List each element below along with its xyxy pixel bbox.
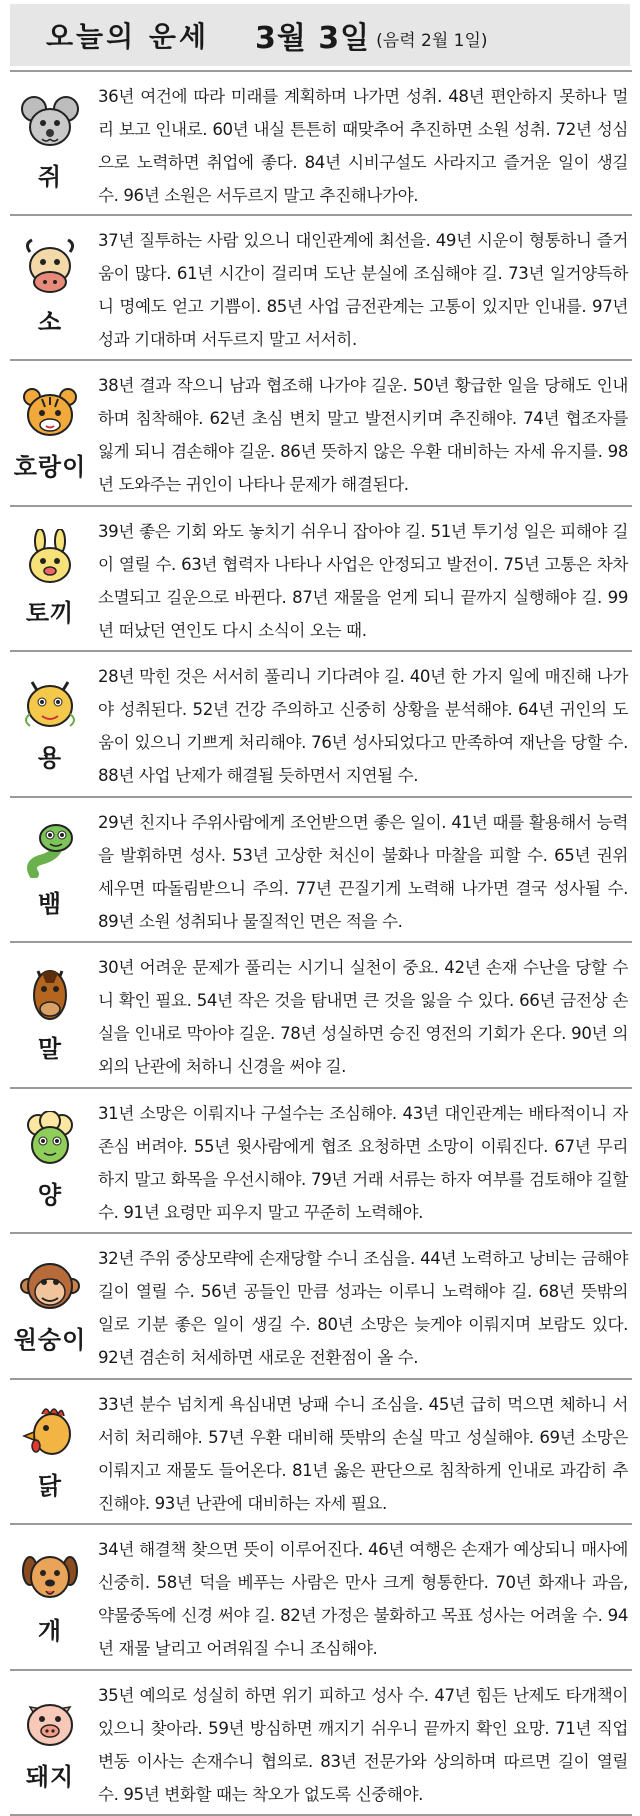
rabbit-icon (20, 529, 80, 587)
ox-icon (20, 238, 80, 296)
fortune-text: 37년 질투하는 사람 있으니 대인관계에 최선을. 49년 시운이 형통하니 즐거움이 많다. 61년 시간이 걸리며 도난 분실에 조심해야 길. 73년 일거양득하니 명예도 얻고 기쁨이. 85년 사업 금전관계는 고통이 있지만 인내를. 97년 성과 기대하며 서두르지 말고 서서히. (90, 216, 632, 360)
dog-icon (20, 1547, 80, 1605)
lunar-date-label: (음력 2월 1일) (376, 26, 487, 51)
fortune-text: 35년 예의로 성실히 하면 위기 피하고 성사 수. 47년 힘든 난제도 타개책이 있으니 찾아라. 59년 방심하면 깨지기 쉬우니 끝까지 확인 요망. 71년 직업변동 이사는 손재수니 협의로. 83년 전문가와 상의하며 따르면 길이 열릴 수. 95년 변화할 때는 착오가 없도록 신중해야. (90, 1671, 632, 1815)
fortune-row-sheep (10, 1089, 632, 1235)
page-title: 오늘의 운세 (46, 15, 209, 55)
animal-column (10, 1525, 90, 1669)
fortune-text: 32년 주위 중상모략에 손재당할 수니 조심을. 44년 노력하고 낭비는 금해야 길이 열릴 수. 56년 공들인 만큼 성과는 이루니 노력해야 길. 68년 뜻밖의 일로 기분 좋은 일이 생길 수. 80년 소망은 늦게야 이뤄지며 보람도 있다. 92년 겸손히 처세하면 새로운 전환점이 올 수. (90, 1234, 632, 1378)
animal-name: 쥐 (38, 157, 62, 192)
animal-name: 토끼 (26, 593, 74, 628)
fortune-row-pig (10, 1671, 632, 1816)
animal-name: 닭 (38, 1466, 62, 1501)
fortune-text: 36년 여건에 따라 미래를 계획하며 나가면 성취. 48년 편안하지 못하나 멀리 보고 인내로. 60년 내실 튼튼히 때맞추어 추진하면 소원 성취. 72년 성심으로 노력하면 취업에 좋다. 84년 시비구설도 사라지고 즐거운 일이 생길 수. 96년 소원은 서두르지 말고 추진해나가야. (90, 72, 632, 214)
fortune-row-dog (10, 1525, 632, 1671)
animal-column (10, 943, 90, 1087)
fortune-row-tiger (10, 361, 632, 507)
fortune-text: 39년 좋은 기회 와도 놓치기 쉬우니 잡아야 길. 51년 투기성 일은 피해야 길이 열릴 수. 63년 협력자 나타나 사업은 안정되고 발전이. 75년 고통은 차차 소멸되고 길운으로 바뀐다. 87년 재물을 얻게 되니 끝까지 실행해야 길. 99년 떠났던 연인도 다시 소식이 오는 때. (90, 507, 632, 651)
fortune-row-rooster (10, 1380, 632, 1526)
sheep-icon (20, 1111, 80, 1169)
animal-name: 원숭이 (14, 1320, 87, 1355)
pig-icon (20, 1693, 80, 1751)
snake-icon (20, 820, 80, 878)
fortune-text: 30년 어려운 문제가 풀리는 시기니 실천이 중요. 42년 손재 수난을 당할 수니 확인 필요. 54년 작은 것을 탐내면 큰 것을 잃을 수 있다. 66년 금전상 손실을 인내로 막아야 길운. 78년 성실하면 승진 영전의 기회가 온다. 90년 의외의 난관에 처하니 신경을 써야 길. (90, 943, 632, 1087)
animal-name: 호랑이 (14, 447, 87, 482)
fortune-text: 31년 소망은 이뤄지나 구설수는 조심해야. 43년 대인관계는 배타적이니 자존심 버려야. 55년 윗사람에게 협조 요청하면 소망이 이뤄진다. 67년 무리하지 말고 화목을 우선시해야. 79년 거래 서류는 하자 여부를 검토해야 길할 수. 91년 요령만 피우지 말고 꾸준히 노력해야. (90, 1089, 632, 1233)
animal-column (10, 507, 90, 651)
fortune-row-monkey (10, 1234, 632, 1380)
fortune-row-rabbit (10, 507, 632, 653)
animal-name: 용 (38, 738, 62, 773)
fortune-row-ox (10, 216, 632, 362)
animal-name: 뱀 (38, 884, 62, 919)
animal-column (10, 652, 90, 796)
rat-icon (20, 93, 80, 151)
dragon-icon (20, 674, 80, 732)
fortune-text: 38년 결과 작으니 남과 협조해 나가야 길운. 50년 황급한 일을 당해도 인내하며 침착해야. 62년 초심 변치 말고 발전시키며 추진해야. 74년 협조자를 잃게 되니 겸손해야 길운. 86년 뜻하지 않은 우환 대비하는 자세 유지를. 98년 도와주는 귀인이 나타나 문제가 해결된다. (90, 361, 632, 505)
fortune-text: 34년 해결책 찾으면 뜻이 이루어진다. 46년 여행은 손재가 예상되니 매사에 신중히. 58년 덕을 베푸는 사람은 만사 크게 형통한다. 70년 화재나 과음, 약물중독에 신경 써야 길. 82년 가정은 불화하고 목표 성사는 어려울 수. 94년 재물 날리고 어려워질 수니 조심해야. (90, 1525, 632, 1669)
horse-icon (20, 965, 80, 1023)
fortune-row-rat (10, 70, 632, 216)
animal-column (10, 1234, 90, 1378)
animal-name: 개 (38, 1611, 62, 1646)
animal-name: 양 (38, 1175, 62, 1210)
animal-column (10, 798, 90, 942)
fortune-list (10, 70, 632, 1816)
animal-column (10, 1089, 90, 1233)
animal-column (10, 361, 90, 505)
fortune-text: 33년 분수 넘치게 욕심내면 낭패 수니 조심을. 45년 급히 먹으면 체하니 서서히 처리해야. 57년 우환 대비해 뜻밖의 손실 막고 성실해야. 69년 소망은 이뤄지고 재물도 들어온다. 81년 옳은 판단으로 침착하게 인내로 과감히 추진해야. 93년 난관에 대비하는 자세 필요. (90, 1380, 632, 1524)
rooster-icon (20, 1402, 80, 1460)
animal-name: 말 (38, 1029, 62, 1064)
fortune-row-dragon (10, 652, 632, 798)
animal-name: 소 (38, 302, 62, 337)
fortune-row-horse (10, 943, 632, 1089)
animal-column (10, 216, 90, 360)
animal-column (10, 1671, 90, 1815)
animal-column (10, 72, 90, 214)
page-header (10, 4, 630, 66)
animal-name: 돼지 (26, 1757, 74, 1792)
fortune-text: 28년 막힌 것은 서서히 풀리니 기다려야 길. 40년 한 가지 일에 매진해 나가야 성취된다. 52년 건강 주의하고 신중히 상황을 분석해야. 64년 귀인의 도움이 있으니 기쁘게 처리해야. 76년 성사되었다고 만족하여 재난을 당할 수. 88년 사업 난제가 해결될 듯하면서 지연될 수. (90, 652, 632, 796)
date-label: 3월 3일 (255, 13, 370, 57)
monkey-icon (20, 1256, 80, 1314)
fortune-row-snake (10, 798, 632, 944)
animal-column (10, 1380, 90, 1524)
fortune-text: 29년 친지나 주위사람에게 조언받으면 좋은 일이. 41년 때를 활용해서 능력을 발휘하면 성사. 53년 고상한 처신이 불화나 마찰을 피할 수. 65년 권위 세우면 따돌림받으니 주의. 77년 끈질기게 노력해 나가면 결국 성사될 수. 89년 소원 성취되나 물질적인 면은 적을 수. (90, 798, 632, 942)
tiger-icon (20, 383, 80, 441)
